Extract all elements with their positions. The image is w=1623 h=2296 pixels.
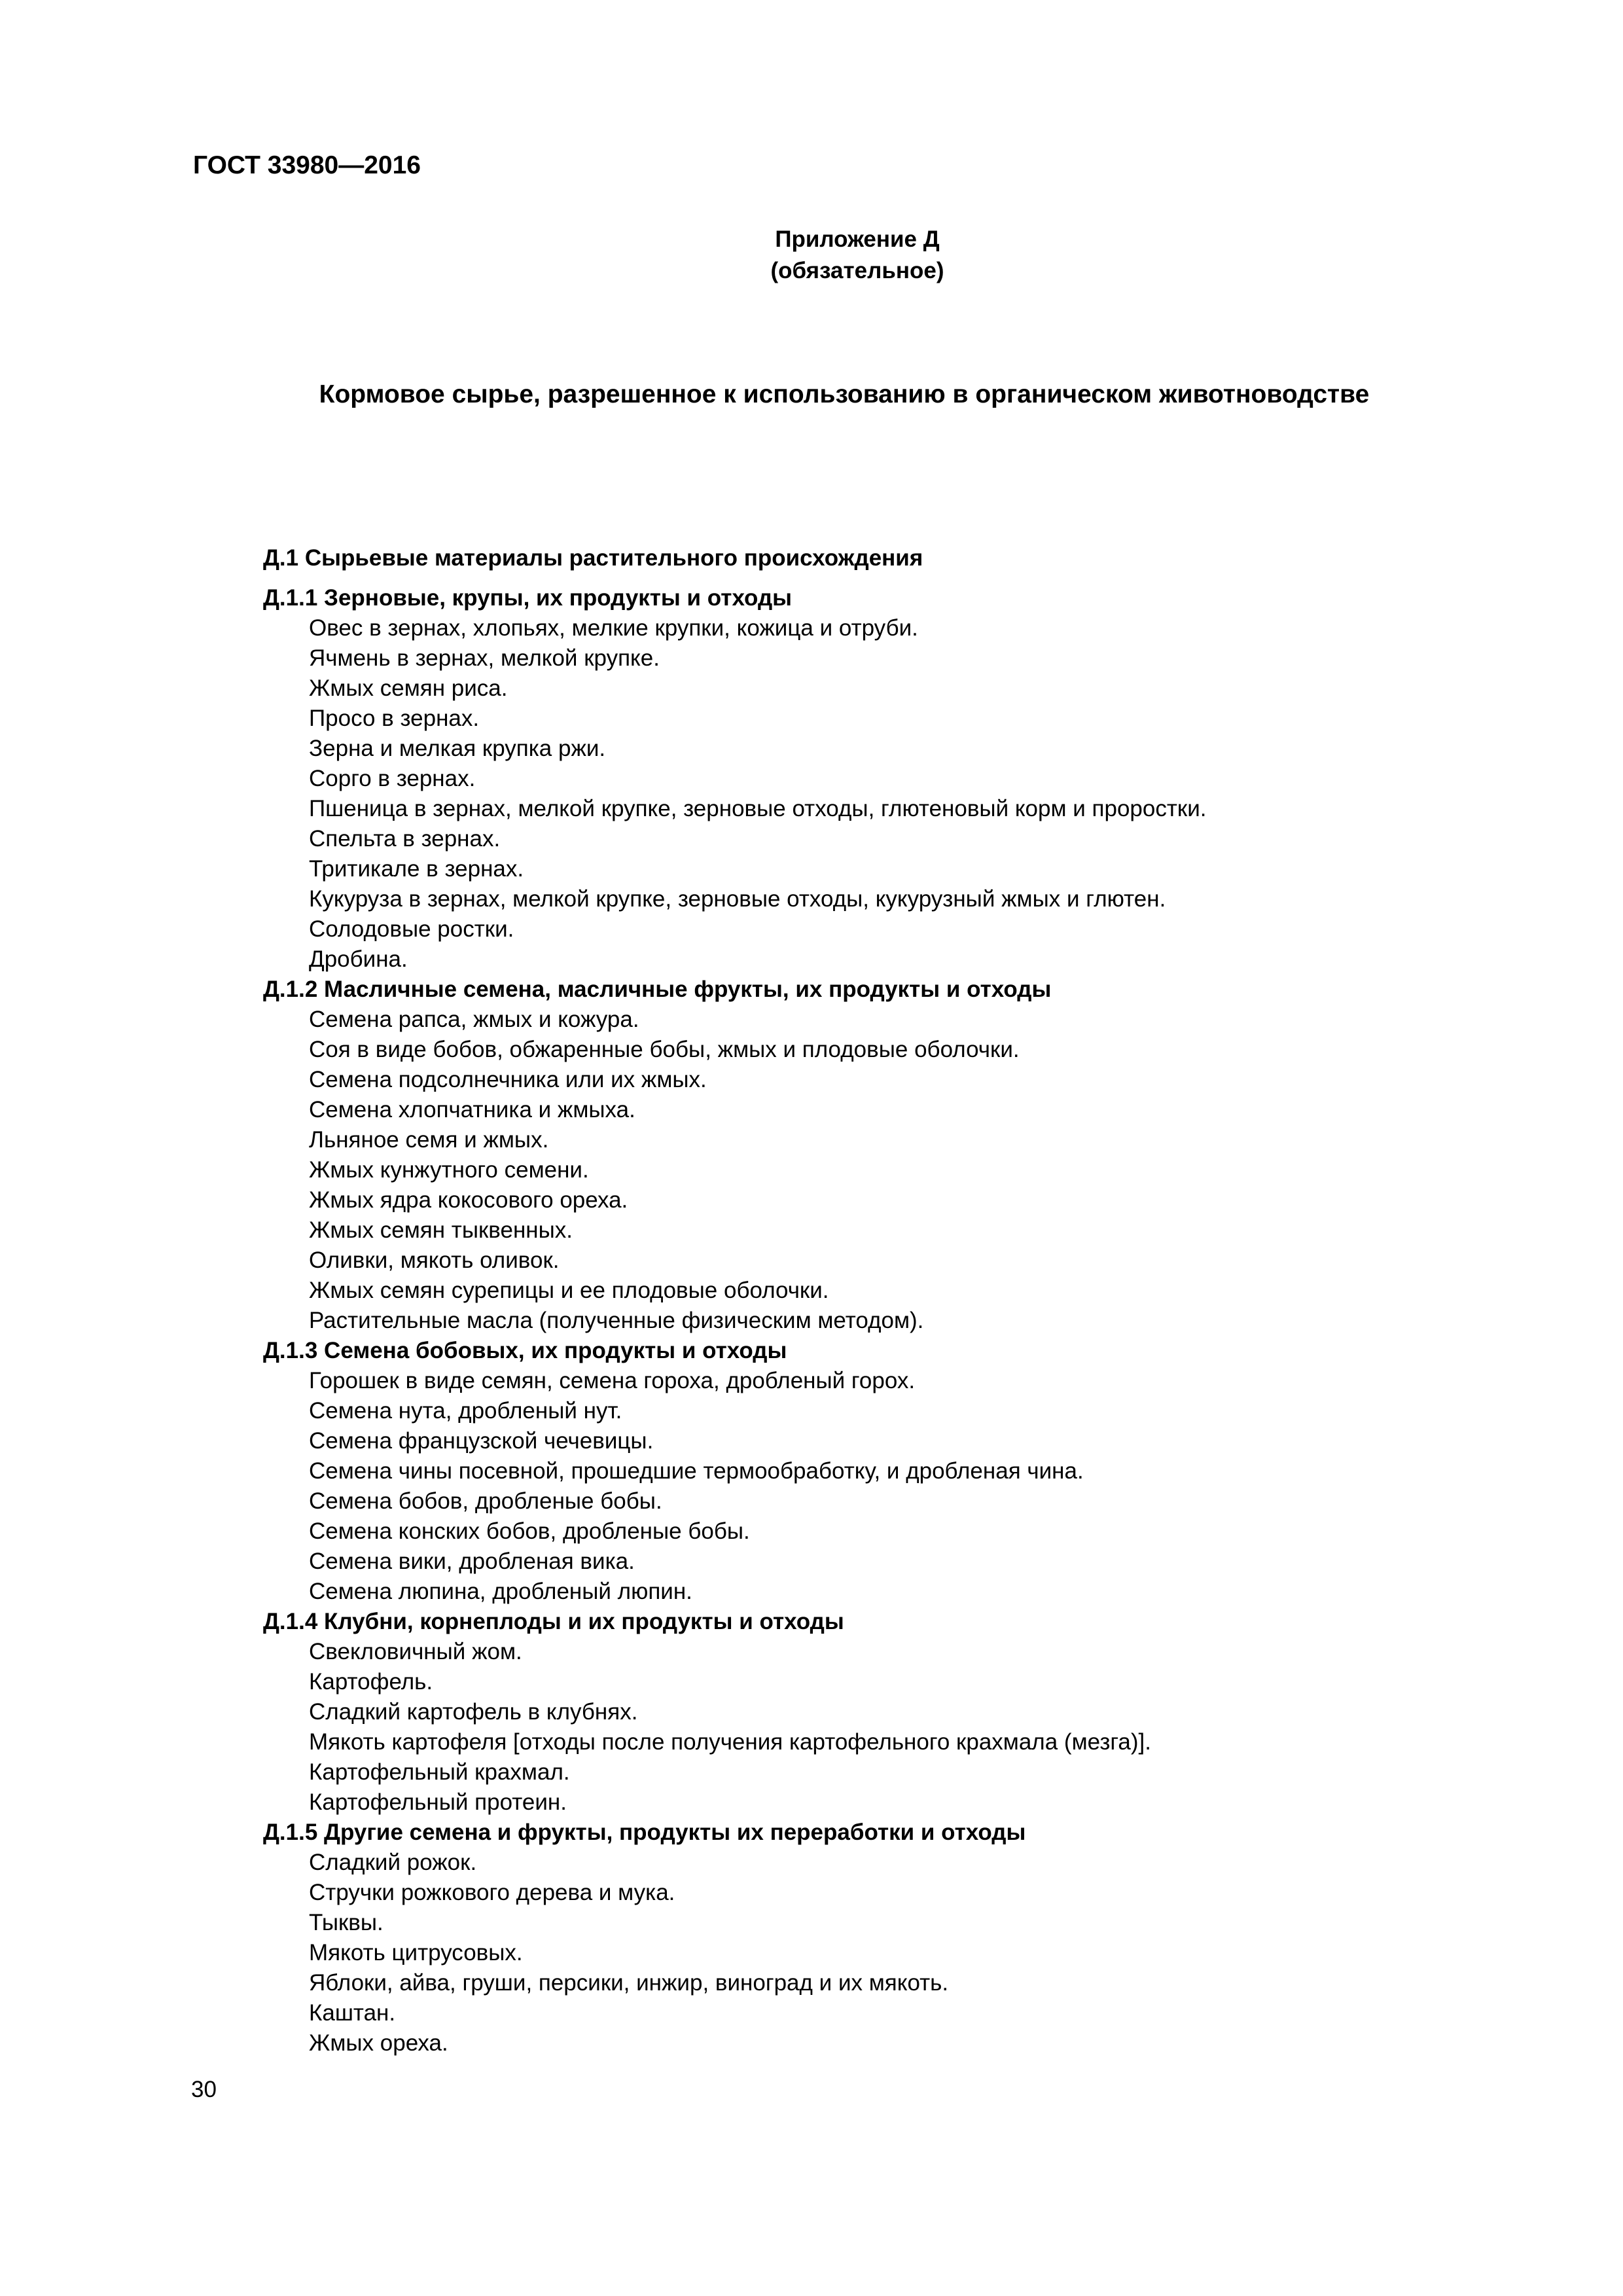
list-item: Мякоть цитрусовых. [309, 1940, 523, 1965]
list-item: Кукуруза в зернах, мелкой крупке, зерновые отходы, кукурузный жмых и глютен. [309, 886, 1166, 912]
list-item: Тыквы. [309, 1910, 383, 1935]
annex-status: (обязательное) [770, 258, 944, 283]
list-item: Дробина. [309, 946, 408, 972]
list-item: Мякоть картофеля [отходы после получения картофельного крахмала (мезга)]. [309, 1729, 1151, 1755]
list-item: Семена французской чечевицы. [309, 1428, 654, 1454]
list-item: Семена чины посевной, прошедшие термообработку, и дробленая чина. [309, 1458, 1084, 1484]
list-item: Жмых семян риса. [309, 675, 508, 701]
list-item: Сладкий картофель в клубнях. [309, 1699, 638, 1725]
list-item: Картофель. [309, 1669, 433, 1695]
subsection-tubers [263, 1607, 1507, 1818]
item-list [263, 1637, 1507, 1818]
list-item: Стручки рожкового дерева и мука. [309, 1880, 675, 1905]
list-item: Тритикале в зернах. [309, 856, 524, 882]
subsection-heading: Д.1.1 Зерновые, крупы, их продукты и отходы [263, 585, 793, 611]
list-item: Пшеница в зернах, мелкой крупке, зерновые отходы, глютеновый корм и проростки. [309, 796, 1207, 821]
section-heading: Д.1 Сырьевые материалы растительного происхождения [263, 545, 923, 571]
list-item: Семена люпина, дробленый люпин. [309, 1579, 692, 1604]
list-item: Жмых семян сурепицы и ее плодовые оболочки. [309, 1278, 829, 1303]
list-item: Яблоки, айва, груши, персики, инжир, виноград и их мякоть. [309, 1970, 949, 1996]
subsection-oilseeds [263, 975, 1507, 1336]
list-item: Семена бобов, дробленые бобы. [309, 1488, 662, 1514]
page-number: 30 [191, 2077, 217, 2102]
list-item: Овес в зернах, хлопьях, мелкие крупки, кожица и отруби. [309, 615, 918, 641]
list-item: Сладкий рожок. [309, 1850, 477, 1875]
list-item: Оливки, мякоть оливок. [309, 1247, 560, 1273]
document-code: ГОСТ 33980—2016 [193, 151, 421, 179]
subsection-legumes [263, 1336, 1507, 1607]
item-list [263, 613, 1507, 975]
subsection-heading: Д.1.5 Другие семена и фрукты, продукты их переработки и отходы [263, 1820, 1026, 1845]
subsection-grains [263, 583, 1507, 975]
list-item: Семена конских бобов, дробленые бобы. [309, 1518, 750, 1544]
list-item: Просо в зернах. [309, 706, 480, 731]
subsection-heading: Д.1.3 Семена бобовых, их продукты и отходы [263, 1338, 787, 1363]
list-item: Каштан. [309, 2000, 396, 2026]
page-title: Кормовое сырье, разрешенное к использованию в органическом животноводстве [319, 380, 1370, 408]
item-list [263, 1005, 1507, 1336]
list-item: Семена рапса, жмых и кожура. [309, 1007, 639, 1032]
list-item: Сорго в зернах. [309, 766, 476, 791]
list-item: Льняное семя и жмых. [309, 1127, 549, 1153]
list-item: Ячмень в зернах, мелкой крупке. [309, 645, 660, 671]
subsection-heading: Д.1.4 Клубни, корнеплоды и их продукты и отходы [263, 1609, 844, 1634]
list-item: Горошек в виде семян, семена гороха, дробленый горох. [309, 1368, 916, 1393]
list-item: Спельта в зернах. [309, 826, 501, 852]
annex-title: Приложение Д [775, 226, 940, 252]
list-item: Семена подсолнечника или их жмых. [309, 1067, 707, 1092]
list-item: Семена вики, дробленая вика. [309, 1549, 635, 1574]
list-item: Семена нута, дробленый нут. [309, 1398, 622, 1424]
list-item: Соя в виде бобов, обжаренные бобы, жмых и плодовые оболочки. [309, 1037, 1020, 1062]
item-list [263, 1366, 1507, 1607]
list-item: Зерна и мелкая крупка ржи. [309, 736, 606, 761]
list-item: Солодовые ростки. [309, 916, 514, 942]
list-item: Семена хлопчатника и жмыха. [309, 1097, 635, 1122]
subsection-other-seeds-fruits [263, 1818, 1507, 2058]
list-item: Картофельный протеин. [309, 1789, 567, 1815]
list-item: Жмых ядра кокосового ореха. [309, 1187, 628, 1213]
subsection-heading: Д.1.2 Масличные семена, масличные фрукты, их продукты и отходы [263, 977, 1052, 1002]
list-item: Жмых ореха. [309, 2030, 448, 2056]
list-item: Жмых кунжутного семени. [309, 1157, 589, 1183]
list-item: Свекловичный жом. [309, 1639, 522, 1664]
list-item: Растительные масла (полученные физическим методом). [309, 1308, 924, 1333]
item-list [263, 1848, 1507, 2058]
document-body [263, 543, 1507, 2058]
list-item: Жмых семян тыквенных. [309, 1217, 573, 1243]
list-item: Картофельный крахмал. [309, 1759, 570, 1785]
